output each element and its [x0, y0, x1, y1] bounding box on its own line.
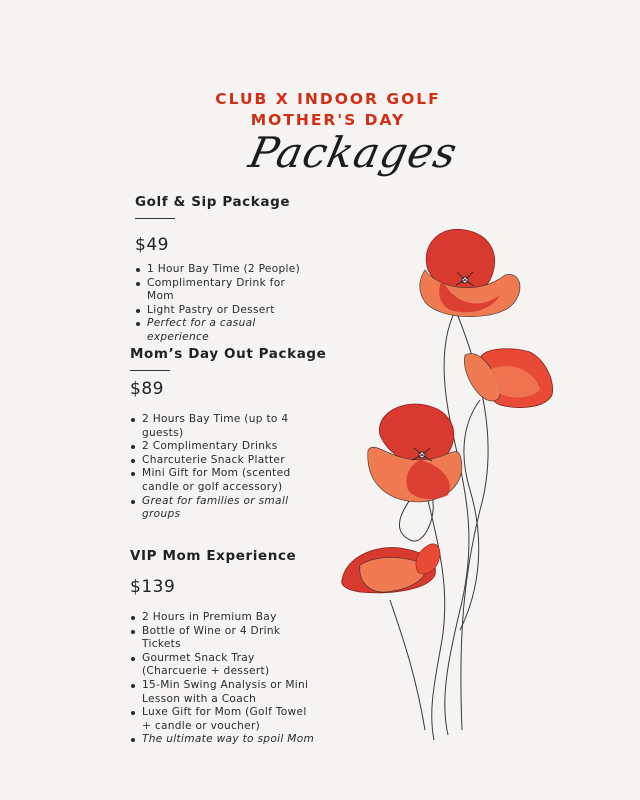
- title-event-name: MOTHER'S DAY: [250, 111, 406, 129]
- poppy-flower-top: [420, 229, 520, 316]
- title-packages-script: Packages: [244, 128, 462, 177]
- title-club-name: CLUB X INDOOR GOLF: [215, 90, 441, 108]
- list-item: 1 Hour Bay Time (2 People): [135, 263, 310, 277]
- package-name: Golf & Sip Package: [135, 194, 291, 210]
- list-item: 15-Min Swing Analysis or Mini Lesson with a Coach: [130, 679, 314, 706]
- package-name: VIP Mom Experience: [130, 548, 297, 564]
- package-golf-and-sip: [135, 194, 335, 345]
- package-name: Mom’s Day Out Package: [130, 346, 327, 362]
- package-items: [130, 413, 308, 522]
- poppy-flower-bottom: [342, 544, 440, 593]
- list-item: Bottle of Wine or 4 Drink Tickets: [130, 625, 314, 652]
- package-price: $89: [130, 379, 164, 399]
- package-price: $139: [130, 577, 176, 597]
- list-item: Complimentary Drink for Mom: [135, 277, 310, 304]
- poppy-illustration: [330, 210, 570, 750]
- package-items: [130, 611, 314, 747]
- package-price: $49: [135, 235, 169, 255]
- list-item: 2 Hours in Premium Bay: [130, 611, 314, 625]
- list-item: Charcuterie Snack Platter: [130, 454, 308, 468]
- divider: [130, 370, 170, 371]
- list-item: 2 Hours Bay Time (up to 4 guests): [130, 413, 308, 440]
- poppy-flower-right: [464, 349, 552, 408]
- list-item: Light Pastry or Dessert: [135, 304, 310, 318]
- poppy-flower-middle: [368, 404, 462, 502]
- package-moms-day-out: [130, 346, 350, 522]
- divider: [135, 218, 175, 219]
- list-item: Perfect for a casual experience: [135, 317, 277, 344]
- list-item: The ultimate way to spoil Mom: [130, 733, 342, 747]
- package-items: [135, 263, 310, 345]
- list-item: Mini Gift for Mom (scented candle or golf accessory): [130, 467, 308, 494]
- list-item: Luxe Gift for Mom (Golf Towel + candle or voucher): [130, 706, 314, 733]
- list-item: Great for families or small groups: [130, 495, 308, 522]
- package-vip-mom: [130, 548, 350, 747]
- stem-line: [390, 600, 425, 730]
- stem-line: [425, 488, 445, 740]
- list-item: 2 Complimentary Drinks: [130, 440, 308, 454]
- list-item: Gourmet Snack Tray (Charcuerie + dessert): [130, 652, 314, 679]
